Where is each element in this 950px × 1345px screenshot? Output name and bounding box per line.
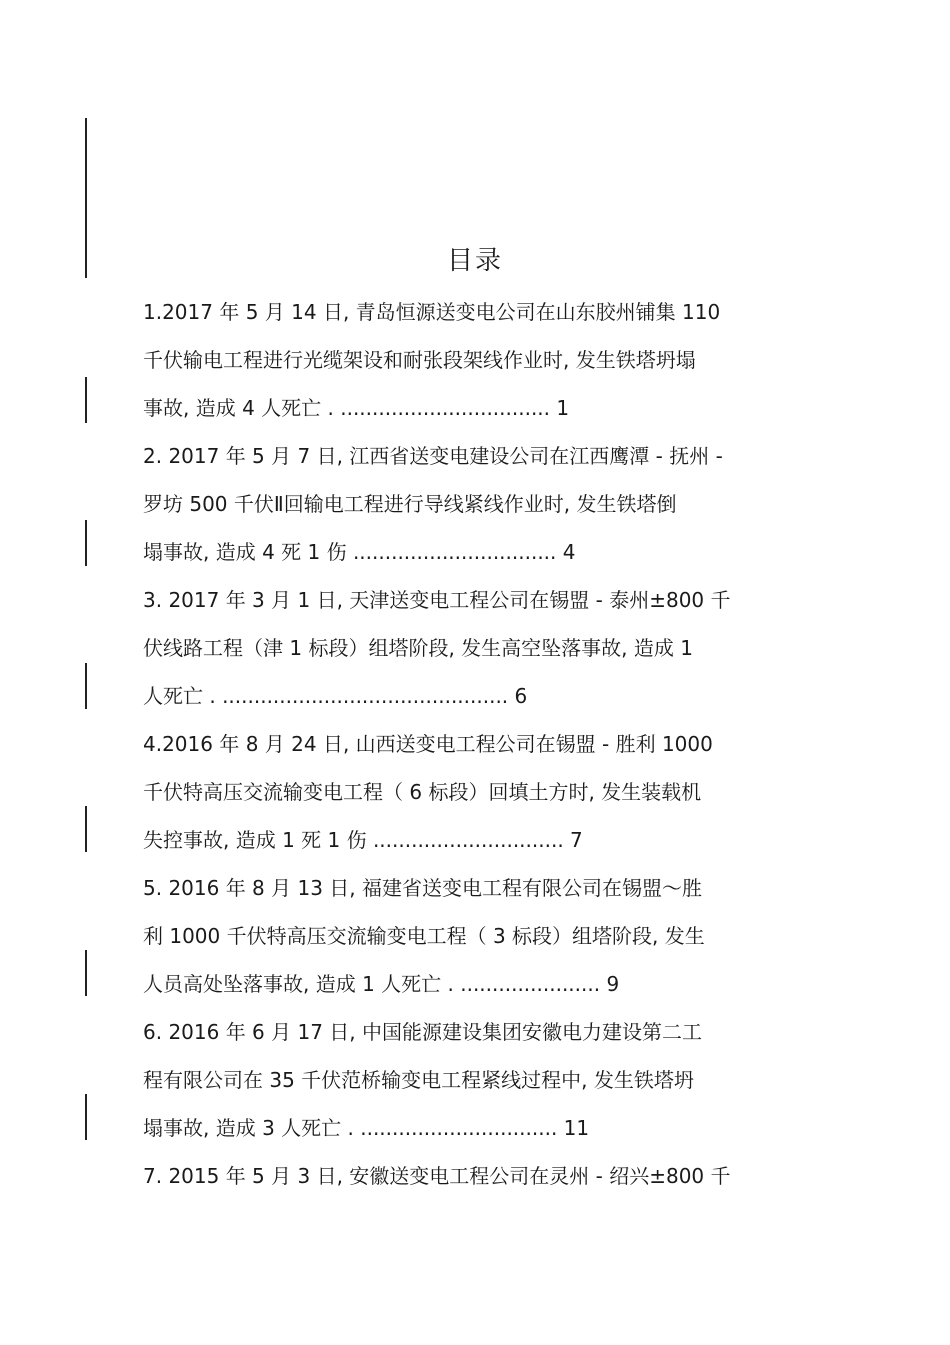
toc-line: 人死亡 . ............................................. 6	[143, 684, 528, 708]
toc-line: 塌事故, 造成 4 死 1 伤 ................................ 4	[143, 540, 576, 564]
toc-line: 5. 2016 年 8 月 13 日, 福建省送变电工程有限公司在锡盟～胜	[143, 876, 703, 900]
toc-entry[interactable]	[143, 432, 808, 576]
toc-line: 程有限公司在 35 千伏范桥输变电工程紧线过程中, 发生铁塔坍	[143, 1068, 694, 1092]
toc-line: 1.2017 年 5 月 14 日, 青岛恒源送变电公司在山东胶州铺集 110	[143, 300, 721, 324]
toc-list	[143, 288, 808, 1200]
toc-line: 2. 2017 年 5 月 7 日, 江西省送变电建设公司在江西鹰潭 - 抚州 -	[143, 444, 723, 468]
toc-line: 罗坊 500 千伏Ⅱ回输电工程进行导线紧线作业时, 发生铁塔倒	[143, 492, 677, 516]
toc-line: 伏线路工程（津 1 标段）组塔阶段, 发生高空坠落事故, 造成 1	[143, 636, 693, 660]
toc-line: 事故, 造成 4 人死亡 . ................................. 1	[143, 396, 570, 420]
toc-line: 4.2016 年 8 月 24 日, 山西送变电工程公司在锡盟 - 胜利 1000	[143, 732, 713, 756]
margin-rule	[85, 950, 87, 996]
toc-line: 千伏输电工程进行光缆架设和耐张段架线作业时, 发生铁塔坍塌	[143, 348, 696, 372]
toc-line: 失控事故, 造成 1 死 1 伤 .............................. 7	[143, 828, 583, 852]
toc-entry[interactable]	[143, 864, 808, 1008]
toc-entry[interactable]	[143, 1152, 808, 1200]
margin-rule	[85, 806, 87, 852]
margin-rule	[85, 1094, 87, 1140]
toc-line: 千伏特高压交流输变电工程（ 6 标段）回填土方时, 发生装载机	[143, 780, 702, 804]
toc-entry[interactable]	[143, 288, 808, 432]
toc-line: 6. 2016 年 6 月 17 日, 中国能源建设集团安徽电力建设第二工	[143, 1020, 703, 1044]
toc-line: 3. 2017 年 3 月 1 日, 天津送变电工程公司在锡盟 - 泰州±800 千	[143, 588, 731, 612]
margin-rule	[85, 377, 87, 423]
margin-rule	[85, 663, 87, 709]
toc-entry[interactable]	[143, 720, 808, 864]
toc-line: 7. 2015 年 5 月 3 日, 安徽送变电工程公司在灵州 - 绍兴±800 千	[143, 1164, 731, 1188]
toc-title: 目录	[446, 246, 503, 276]
toc-entry[interactable]	[143, 1008, 808, 1152]
toc-line: 人员高处坠落事故, 造成 1 人死亡 . ...................... 9	[143, 972, 620, 996]
margin-rule	[85, 520, 87, 566]
toc-line: 塌事故, 造成 3 人死亡 . ............................... 11	[143, 1116, 590, 1140]
toc-entry[interactable]	[143, 576, 808, 720]
toc-line: 利 1000 千伏特高压交流输变电工程（ 3 标段）组塔阶段, 发生	[143, 924, 705, 948]
